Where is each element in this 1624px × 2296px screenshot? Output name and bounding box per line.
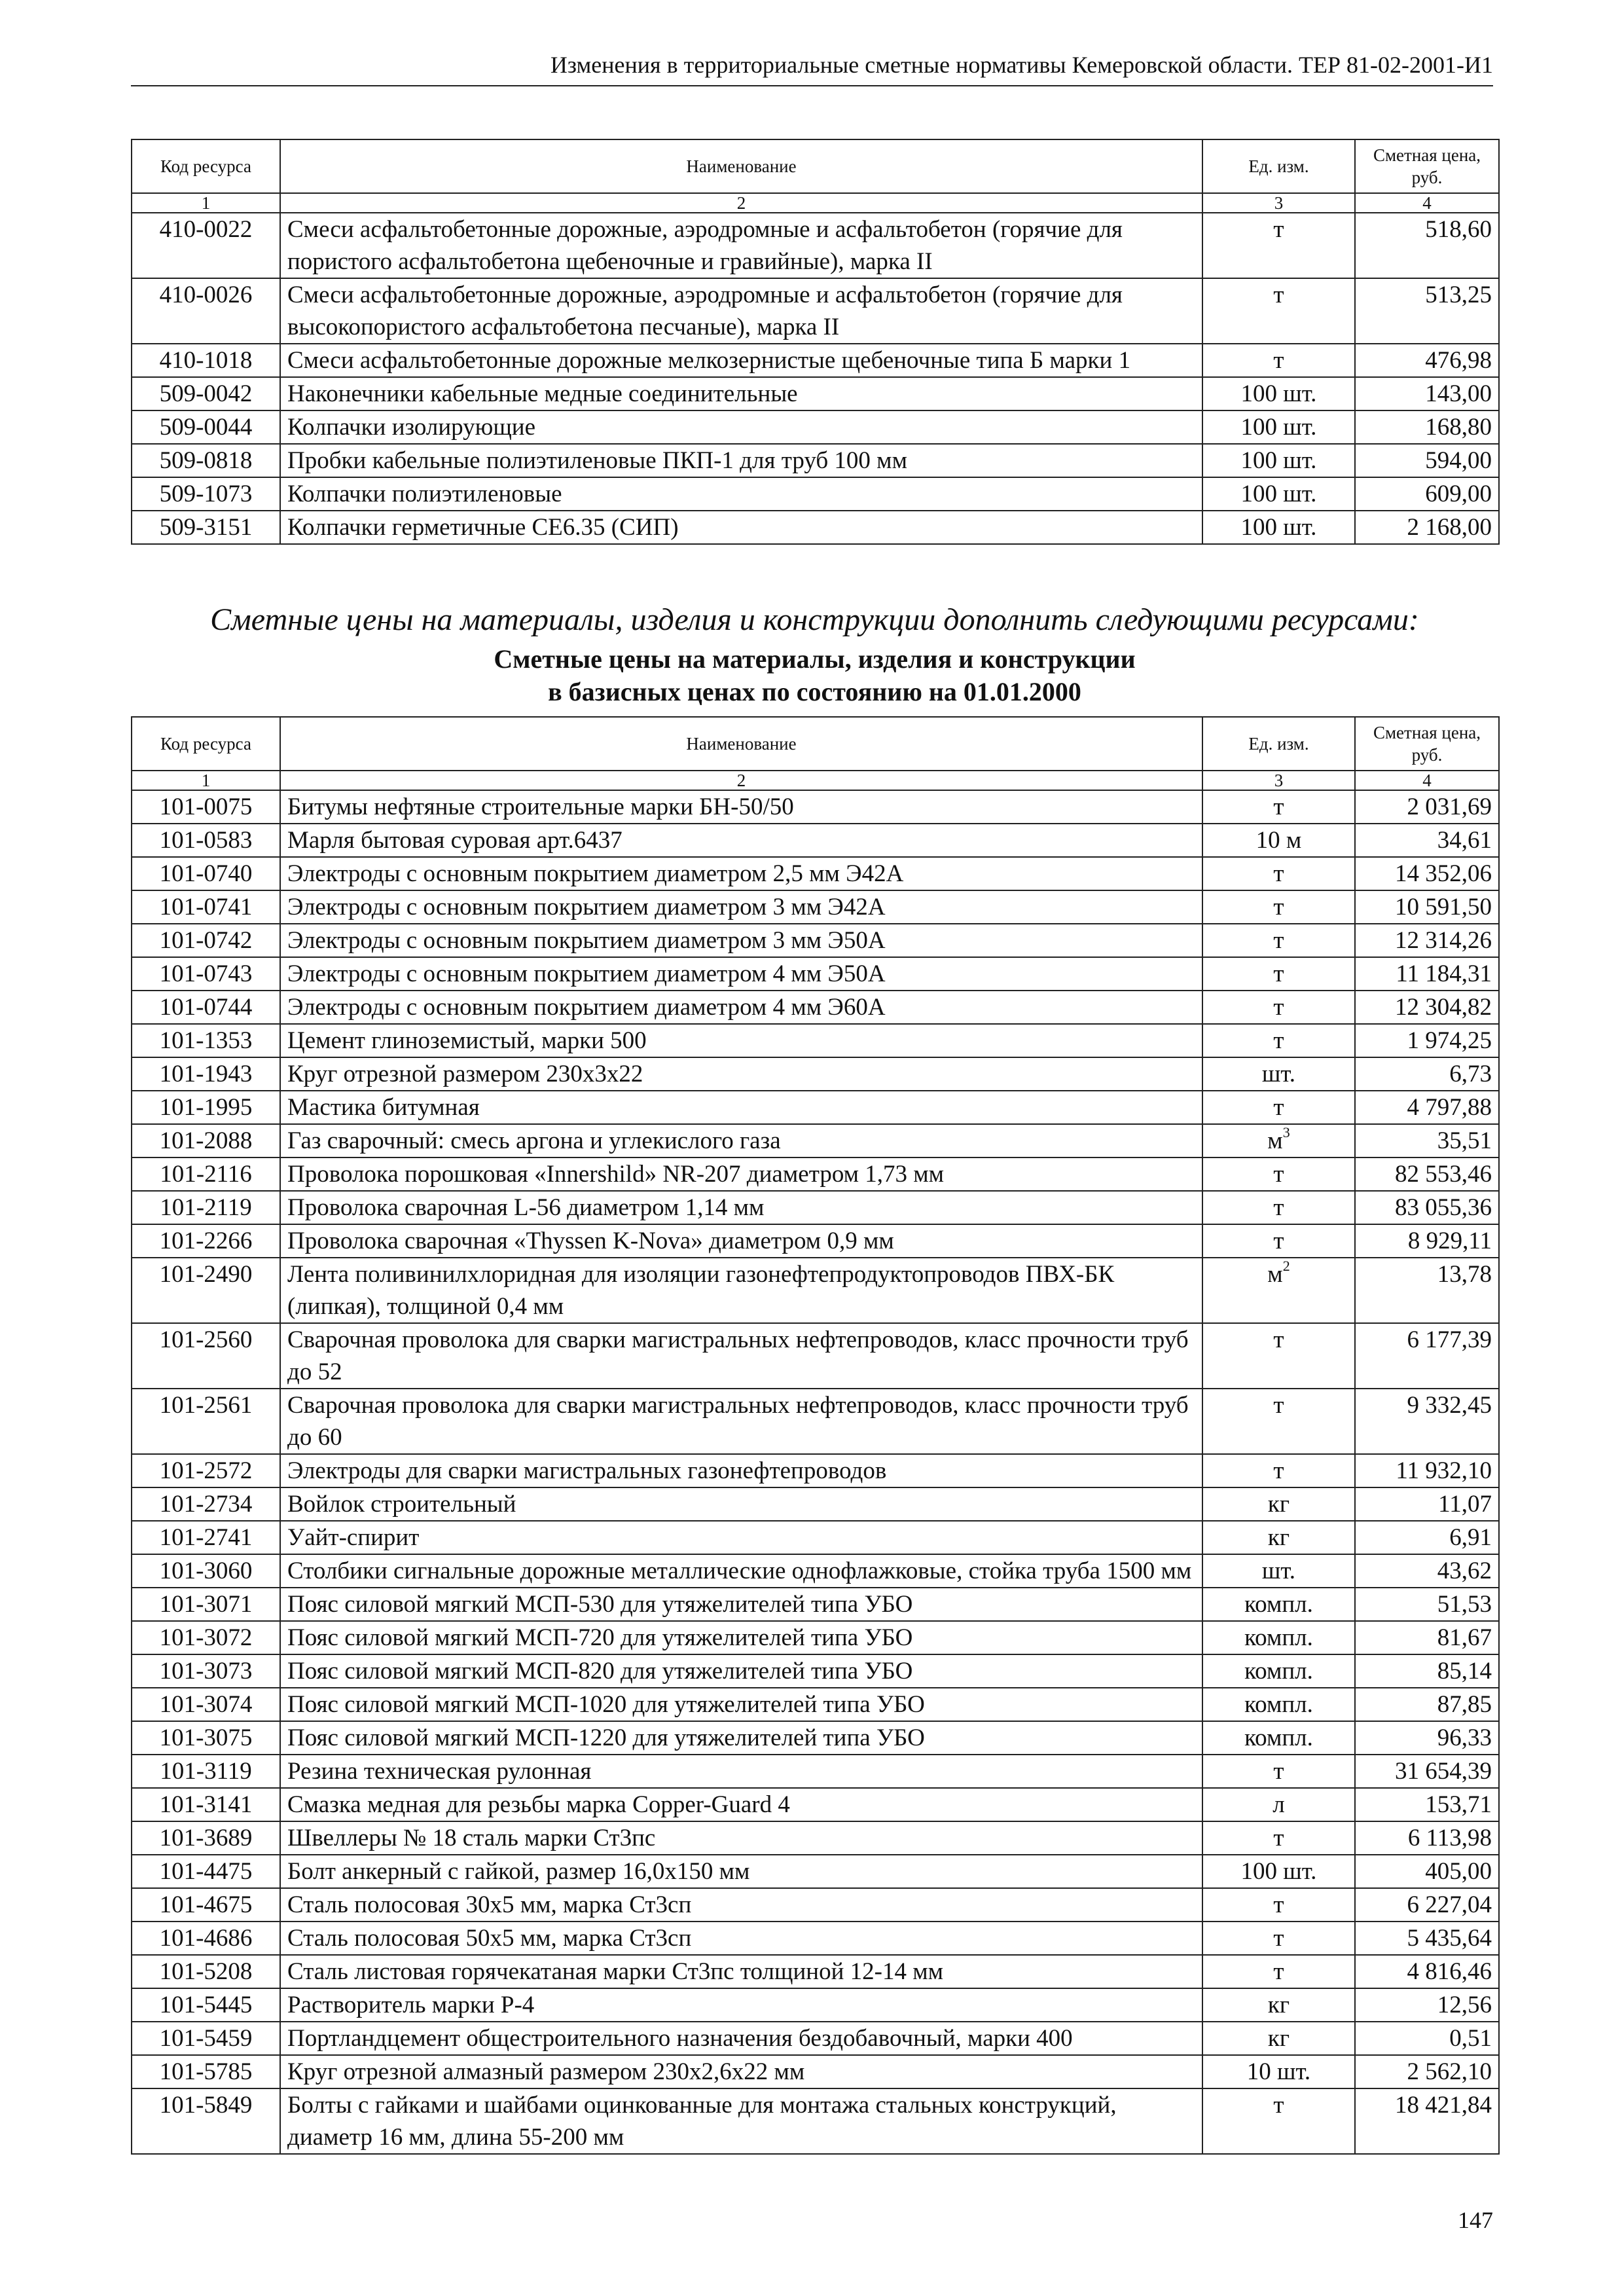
resource-price: 609,00 xyxy=(1355,477,1499,511)
resource-name: Растворитель марки Р-4 xyxy=(280,1988,1202,2022)
resource-code: 101-4475 xyxy=(132,1855,280,1888)
table-row xyxy=(132,2022,1499,2055)
table-row xyxy=(132,1389,1499,1454)
resource-unit: т xyxy=(1202,1323,1355,1389)
resource-code: 509-0044 xyxy=(132,410,280,444)
resource-name: Лента поливинилхлоридная для изоляции газонефтепродуктопроводов ПВХ-БК (липкая), толщиной 0,4 мм xyxy=(280,1258,1202,1323)
resource-code: 101-3141 xyxy=(132,1788,280,1821)
resource-unit: т xyxy=(1202,1157,1355,1191)
table-row xyxy=(132,991,1499,1024)
table-row xyxy=(132,1157,1499,1191)
resource-price: 35,51 xyxy=(1355,1124,1499,1157)
resource-code: 101-2734 xyxy=(132,1487,280,1521)
table-row xyxy=(132,410,1499,444)
unit-exponent: 3 xyxy=(1282,1123,1290,1140)
table-row xyxy=(132,1755,1499,1788)
resource-unit: компл. xyxy=(1202,1588,1355,1621)
column-header-name: Наименование xyxy=(280,139,1202,193)
resource-price: 11 184,31 xyxy=(1355,957,1499,991)
resource-unit: т xyxy=(1202,1955,1355,1988)
table-row xyxy=(132,1988,1499,2022)
resource-unit: шт. xyxy=(1202,1554,1355,1588)
table-row xyxy=(132,1554,1499,1588)
resource-code: 101-2088 xyxy=(132,1124,280,1157)
resource-price: 81,67 xyxy=(1355,1621,1499,1654)
resource-name: Пояс силовой мягкий МСП-720 для утяжелителей типа УБО xyxy=(280,1621,1202,1654)
resource-name: Электроды с основным покрытием диаметром 2,5 мм Э42А xyxy=(280,857,1202,890)
table-row xyxy=(132,444,1499,477)
column-number: 2 xyxy=(280,193,1202,213)
table-row xyxy=(132,1888,1499,1922)
resource-unit: т xyxy=(1202,344,1355,377)
resource-code: 101-2561 xyxy=(132,1389,280,1454)
resource-name: Битумы нефтяные строительные марки БН-50/50 xyxy=(280,790,1202,824)
resource-price: 87,85 xyxy=(1355,1688,1499,1721)
resource-name: Наконечники кабельные медные соединительные xyxy=(280,377,1202,410)
table-header-row xyxy=(132,139,1499,193)
resource-code: 101-5445 xyxy=(132,1988,280,2022)
resource-price: 594,00 xyxy=(1355,444,1499,477)
resource-code: 509-1073 xyxy=(132,477,280,511)
resource-unit: т xyxy=(1202,1755,1355,1788)
table-row xyxy=(132,1588,1499,1621)
resource-unit: т xyxy=(1202,1888,1355,1922)
resource-code: 101-0741 xyxy=(132,890,280,924)
resource-price: 43,62 xyxy=(1355,1554,1499,1588)
table-row xyxy=(132,344,1499,377)
amendment-note: Сметные цены на материалы, изделия и конструкции дополнить следующими ресурсами: xyxy=(210,602,1419,637)
resource-unit: кг xyxy=(1202,1988,1355,2022)
resource-unit: т xyxy=(1202,991,1355,1024)
resource-unit: 100 шт. xyxy=(1202,377,1355,410)
resource-price: 18 421,84 xyxy=(1355,2088,1499,2154)
resource-code: 101-4686 xyxy=(132,1922,280,1955)
resource-name: Смеси асфальтобетонные дорожные, аэродромные и асфальтобетон (горячие для высокопористого асфальтобетона песчаные), марка II xyxy=(280,278,1202,344)
page-header xyxy=(131,46,1493,86)
resource-price: 11,07 xyxy=(1355,1487,1499,1521)
resource-code: 101-3072 xyxy=(132,1621,280,1654)
resource-price: 13,78 xyxy=(1355,1258,1499,1323)
unit-exponent: 2 xyxy=(1282,1257,1290,1274)
resource-code: 101-5459 xyxy=(132,2022,280,2055)
resource-name: Смеси асфальтобетонные дорожные мелкозернистые щебеночные типа Б марки 1 xyxy=(280,344,1202,377)
table-row xyxy=(132,1521,1499,1554)
resource-name: Сталь листовая горячекатаная марки Ст3пс толщиной 12-14 мм xyxy=(280,1955,1202,1988)
table-row xyxy=(132,1688,1499,1721)
resource-name: Портландцемент общестроительного назначения бездобавочный, марки 400 xyxy=(280,2022,1202,2055)
resource-unit: т xyxy=(1202,957,1355,991)
table-row xyxy=(132,1224,1499,1258)
resource-price: 34,61 xyxy=(1355,824,1499,857)
resource-unit: компл. xyxy=(1202,1621,1355,1654)
resource-code: 101-0583 xyxy=(132,824,280,857)
column-number-row xyxy=(132,193,1499,213)
table-row xyxy=(132,477,1499,511)
resource-name: Пояс силовой мягкий МСП-1020 для утяжелителей типа УБО xyxy=(280,1688,1202,1721)
table-row xyxy=(132,1654,1499,1688)
resource-unit: т xyxy=(1202,1389,1355,1454)
resource-unit: 100 шт. xyxy=(1202,1855,1355,1888)
resource-unit: т xyxy=(1202,924,1355,957)
resource-unit: кг xyxy=(1202,1487,1355,1521)
column-number: 4 xyxy=(1355,193,1499,213)
resource-price: 513,25 xyxy=(1355,278,1499,344)
table-row xyxy=(132,1721,1499,1755)
column-number: 1 xyxy=(132,771,280,790)
resource-name: Смазка медная для резьбы марка Copper-Guard 4 xyxy=(280,1788,1202,1821)
resource-price: 6,73 xyxy=(1355,1057,1499,1091)
resource-unit: $м^3$ xyxy=(1202,1124,1355,1157)
resource-unit: кг xyxy=(1202,1521,1355,1554)
resource-table-existing xyxy=(131,139,1500,545)
table-row xyxy=(132,1258,1499,1323)
resource-price: 85,14 xyxy=(1355,1654,1499,1688)
resource-code: 101-3060 xyxy=(132,1554,280,1588)
table-row xyxy=(132,1788,1499,1821)
resource-unit: т xyxy=(1202,857,1355,890)
resource-price: 51,53 xyxy=(1355,1588,1499,1621)
column-header-code: Код ресурса xyxy=(132,139,280,193)
resource-code: 509-0818 xyxy=(132,444,280,477)
table-row xyxy=(132,790,1499,824)
resource-price: 2 168,00 xyxy=(1355,511,1499,544)
table-row xyxy=(132,1124,1499,1157)
resource-name: Электроды с основным покрытием диаметром 4 мм Э50А xyxy=(280,957,1202,991)
resource-code: 101-4675 xyxy=(132,1888,280,1922)
resource-name: Газ сварочный: смесь аргона и углекислого газа xyxy=(280,1124,1202,1157)
table-row xyxy=(132,511,1499,544)
resource-code: 101-2490 xyxy=(132,1258,280,1323)
resource-code: 101-1995 xyxy=(132,1091,280,1124)
table-row xyxy=(132,1323,1499,1389)
resource-unit: л xyxy=(1202,1788,1355,1821)
resource-name: Сварочная проволока для сварки магистральных нефтепроводов, класс прочности труб до 60 xyxy=(280,1389,1202,1454)
resource-price: 31 654,39 xyxy=(1355,1755,1499,1788)
resource-name: Сталь полосовая 50х5 мм, марка Ст3сп xyxy=(280,1922,1202,1955)
resource-table-body xyxy=(132,717,1499,2154)
table-row xyxy=(132,2088,1499,2154)
resource-unit: $м^2$ xyxy=(1202,1258,1355,1323)
column-header-unit: Ед. изм. xyxy=(1202,139,1355,193)
page-number: 147 xyxy=(1458,2207,1493,2233)
resource-name: Болт анкерный с гайкой, размер 16,0х150 мм xyxy=(280,1855,1202,1888)
resource-name: Столбики сигнальные дорожные металлические однофлажковые, стойка труба 1500 мм xyxy=(280,1554,1202,1588)
resource-code: 101-3073 xyxy=(132,1654,280,1688)
section-title-line1: Сметные цены на материалы, изделия и конструкции xyxy=(494,644,1136,674)
resource-unit: т xyxy=(1202,1454,1355,1487)
resource-name: Болты с гайками и шайбами оцинкованные для монтажа стальных конструкций, диаметр 16 мм, длина 55-200 мм xyxy=(280,2088,1202,2154)
resource-name: Смеси асфальтобетонные дорожные, аэродромные и асфальтобетон (горячие для пористого асфальтобетона щебеночные и гравийные), марка II xyxy=(280,213,1202,278)
resource-name: Круг отрезной размером 230х3х22 xyxy=(280,1057,1202,1091)
resource-price: 2 562,10 xyxy=(1355,2055,1499,2088)
resource-price: 5 435,64 xyxy=(1355,1922,1499,1955)
resource-unit: т xyxy=(1202,1024,1355,1057)
resource-unit: т xyxy=(1202,213,1355,278)
resource-name: Пояс силовой мягкий МСП-820 для утяжелителей типа УБО xyxy=(280,1654,1202,1688)
resource-code: 101-3689 xyxy=(132,1821,280,1855)
resource-price: 6 113,98 xyxy=(1355,1821,1499,1855)
table-header-row xyxy=(132,717,1499,771)
resource-code: 101-3071 xyxy=(132,1588,280,1621)
section-title-line2: в базисных ценах по состоянию на 01.01.2000 xyxy=(548,677,1081,706)
resource-code: 410-0026 xyxy=(132,278,280,344)
resource-code: 101-2116 xyxy=(132,1157,280,1191)
resource-code: 509-0042 xyxy=(132,377,280,410)
resource-code: 101-1943 xyxy=(132,1057,280,1091)
resource-name: Колпачки полиэтиленовые xyxy=(280,477,1202,511)
resource-name: Пояс силовой мягкий МСП-530 для утяжелителей типа УБО xyxy=(280,1588,1202,1621)
resource-code: 101-0742 xyxy=(132,924,280,957)
resource-code: 509-3151 xyxy=(132,511,280,544)
resource-name: Сталь полосовая 30х5 мм, марка Ст3сп xyxy=(280,1888,1202,1922)
resource-code: 410-1018 xyxy=(132,344,280,377)
resource-name: Сварочная проволока для сварки магистральных нефтепроводов, класс прочности труб до 52 xyxy=(280,1323,1202,1389)
resource-name: Пояс силовой мягкий МСП-1220 для утяжелителей типа УБО xyxy=(280,1721,1202,1755)
resource-name: Цемент глиноземистый, марки 500 xyxy=(280,1024,1202,1057)
table-row xyxy=(132,824,1499,857)
resource-name: Проволока сварочная «Thyssen K-Nova» диаметром 0,9 мм xyxy=(280,1224,1202,1258)
table-row xyxy=(132,857,1499,890)
table-row xyxy=(132,1855,1499,1888)
resource-unit: т xyxy=(1202,1091,1355,1124)
resource-unit: кг xyxy=(1202,2022,1355,2055)
table-row xyxy=(132,924,1499,957)
resource-name: Электроды с основным покрытием диаметром 4 мм Э60А xyxy=(280,991,1202,1024)
table-row xyxy=(132,1621,1499,1654)
table-row xyxy=(132,278,1499,344)
resource-code: 101-3074 xyxy=(132,1688,280,1721)
resource-code: 101-0744 xyxy=(132,991,280,1024)
resource-price: 518,60 xyxy=(1355,213,1499,278)
resource-price: 14 352,06 xyxy=(1355,857,1499,890)
resource-price: 143,00 xyxy=(1355,377,1499,410)
resource-price: 2 031,69 xyxy=(1355,790,1499,824)
resource-price: 11 932,10 xyxy=(1355,1454,1499,1487)
resource-code: 410-0022 xyxy=(132,213,280,278)
resource-unit: шт. xyxy=(1202,1057,1355,1091)
resource-code: 101-0740 xyxy=(132,857,280,890)
resource-unit: 10 м xyxy=(1202,824,1355,857)
table-row xyxy=(132,957,1499,991)
table-row xyxy=(132,1454,1499,1487)
resource-table-body xyxy=(132,139,1499,544)
resource-name: Швеллеры № 18 сталь марки Ст3пс xyxy=(280,1821,1202,1855)
resource-unit: т xyxy=(1202,1821,1355,1855)
resource-unit: т xyxy=(1202,1224,1355,1258)
resource-price: 83 055,36 xyxy=(1355,1191,1499,1224)
resource-unit: компл. xyxy=(1202,1654,1355,1688)
resource-price: 6 227,04 xyxy=(1355,1888,1499,1922)
resource-price: 96,33 xyxy=(1355,1721,1499,1755)
resource-name: Резина техническая рулонная xyxy=(280,1755,1202,1788)
resource-price: 476,98 xyxy=(1355,344,1499,377)
resource-price: 6,91 xyxy=(1355,1521,1499,1554)
table-row xyxy=(132,2055,1499,2088)
table-row xyxy=(132,1191,1499,1224)
resource-price: 12 314,26 xyxy=(1355,924,1499,957)
column-number: 4 xyxy=(1355,771,1499,790)
resource-unit: 100 шт. xyxy=(1202,477,1355,511)
resource-price: 12 304,82 xyxy=(1355,991,1499,1024)
resource-unit: т xyxy=(1202,790,1355,824)
resource-table-added xyxy=(131,716,1500,2155)
resource-price: 153,71 xyxy=(1355,1788,1499,1821)
resource-price: 9 332,45 xyxy=(1355,1389,1499,1454)
resource-code: 101-5208 xyxy=(132,1955,280,1988)
column-number-row xyxy=(132,771,1499,790)
resource-unit: компл. xyxy=(1202,1721,1355,1755)
resource-name: Электроды с основным покрытием диаметром 3 мм Э50А xyxy=(280,924,1202,957)
resource-unit: т xyxy=(1202,2088,1355,2154)
column-number: 3 xyxy=(1202,771,1355,790)
resource-name: Мастика битумная xyxy=(280,1091,1202,1124)
resource-code: 101-2119 xyxy=(132,1191,280,1224)
table-row xyxy=(132,1487,1499,1521)
resource-code: 101-1353 xyxy=(132,1024,280,1057)
column-header-unit: Ед. изм. xyxy=(1202,717,1355,771)
column-number: 3 xyxy=(1202,193,1355,213)
resource-code: 101-5785 xyxy=(132,2055,280,2088)
resource-price: 10 591,50 xyxy=(1355,890,1499,924)
table-row xyxy=(132,1024,1499,1057)
table-row xyxy=(132,213,1499,278)
column-header-code: Код ресурса xyxy=(132,717,280,771)
resource-unit: 100 шт. xyxy=(1202,410,1355,444)
table-row xyxy=(132,1057,1499,1091)
resource-unit: компл. xyxy=(1202,1688,1355,1721)
resource-code: 101-3075 xyxy=(132,1721,280,1755)
resource-name: Круг отрезной алмазный размером 230х2,6х22 мм xyxy=(280,2055,1202,2088)
resource-unit: 100 шт. xyxy=(1202,444,1355,477)
resource-price: 168,80 xyxy=(1355,410,1499,444)
resource-code: 101-2266 xyxy=(132,1224,280,1258)
resource-code: 101-2560 xyxy=(132,1323,280,1389)
page-header-title: Изменения в территориальные сметные нормативы Кемеровской области. ТЕР 81-02-2001-И1 xyxy=(550,52,1493,78)
resource-name: Уайт-спирит xyxy=(280,1521,1202,1554)
resource-unit: т xyxy=(1202,1191,1355,1224)
resource-name: Проволока сварочная L-56 диаметром 1,14 мм xyxy=(280,1191,1202,1224)
resource-unit: 100 шт. xyxy=(1202,511,1355,544)
resource-code: 101-0075 xyxy=(132,790,280,824)
resource-name: Пробки кабельные полиэтиленовые ПКП-1 для труб 100 мм xyxy=(280,444,1202,477)
resource-price: 82 553,46 xyxy=(1355,1157,1499,1191)
resource-price: 8 929,11 xyxy=(1355,1224,1499,1258)
table-row xyxy=(132,1922,1499,1955)
resource-name: Электроды для сварки магистральных газонефтепроводов xyxy=(280,1454,1202,1487)
resource-price: 12,56 xyxy=(1355,1988,1499,2022)
table-row xyxy=(132,1091,1499,1124)
column-header-price: Сметная цена, руб. xyxy=(1355,717,1499,771)
resource-price: 4 797,88 xyxy=(1355,1091,1499,1124)
resource-code: 101-3119 xyxy=(132,1755,280,1788)
resource-price: 6 177,39 xyxy=(1355,1323,1499,1389)
resource-name: Колпачки герметичные СЕ6.35 (СИП) xyxy=(280,511,1202,544)
table-row xyxy=(132,890,1499,924)
resource-price: 0,51 xyxy=(1355,2022,1499,2055)
resource-name: Марля бытовая суровая арт.6437 xyxy=(280,824,1202,857)
resource-code: 101-2741 xyxy=(132,1521,280,1554)
resource-unit: т xyxy=(1202,890,1355,924)
resource-name: Проволока порошковая «Innershild» NR-207 диаметром 1,73 мм xyxy=(280,1157,1202,1191)
resource-code: 101-2572 xyxy=(132,1454,280,1487)
resource-unit: т xyxy=(1202,1922,1355,1955)
table-row xyxy=(132,1955,1499,1988)
resource-unit: 10 шт. xyxy=(1202,2055,1355,2088)
resource-unit: т xyxy=(1202,278,1355,344)
column-number: 1 xyxy=(132,193,280,213)
resource-name: Электроды с основным покрытием диаметром 3 мм Э42А xyxy=(280,890,1202,924)
resource-name: Войлок строительный xyxy=(280,1487,1202,1521)
resource-price: 4 816,46 xyxy=(1355,1955,1499,1988)
column-header-price: Сметная цена, руб. xyxy=(1355,139,1499,193)
table-row xyxy=(132,377,1499,410)
column-number: 2 xyxy=(280,771,1202,790)
resource-name: Колпачки изолирующие xyxy=(280,410,1202,444)
resource-code: 101-0743 xyxy=(132,957,280,991)
column-header-name: Наименование xyxy=(280,717,1202,771)
resource-price: 405,00 xyxy=(1355,1855,1499,1888)
table-row xyxy=(132,1821,1499,1855)
resource-price: 1 974,25 xyxy=(1355,1024,1499,1057)
resource-code: 101-5849 xyxy=(132,2088,280,2154)
